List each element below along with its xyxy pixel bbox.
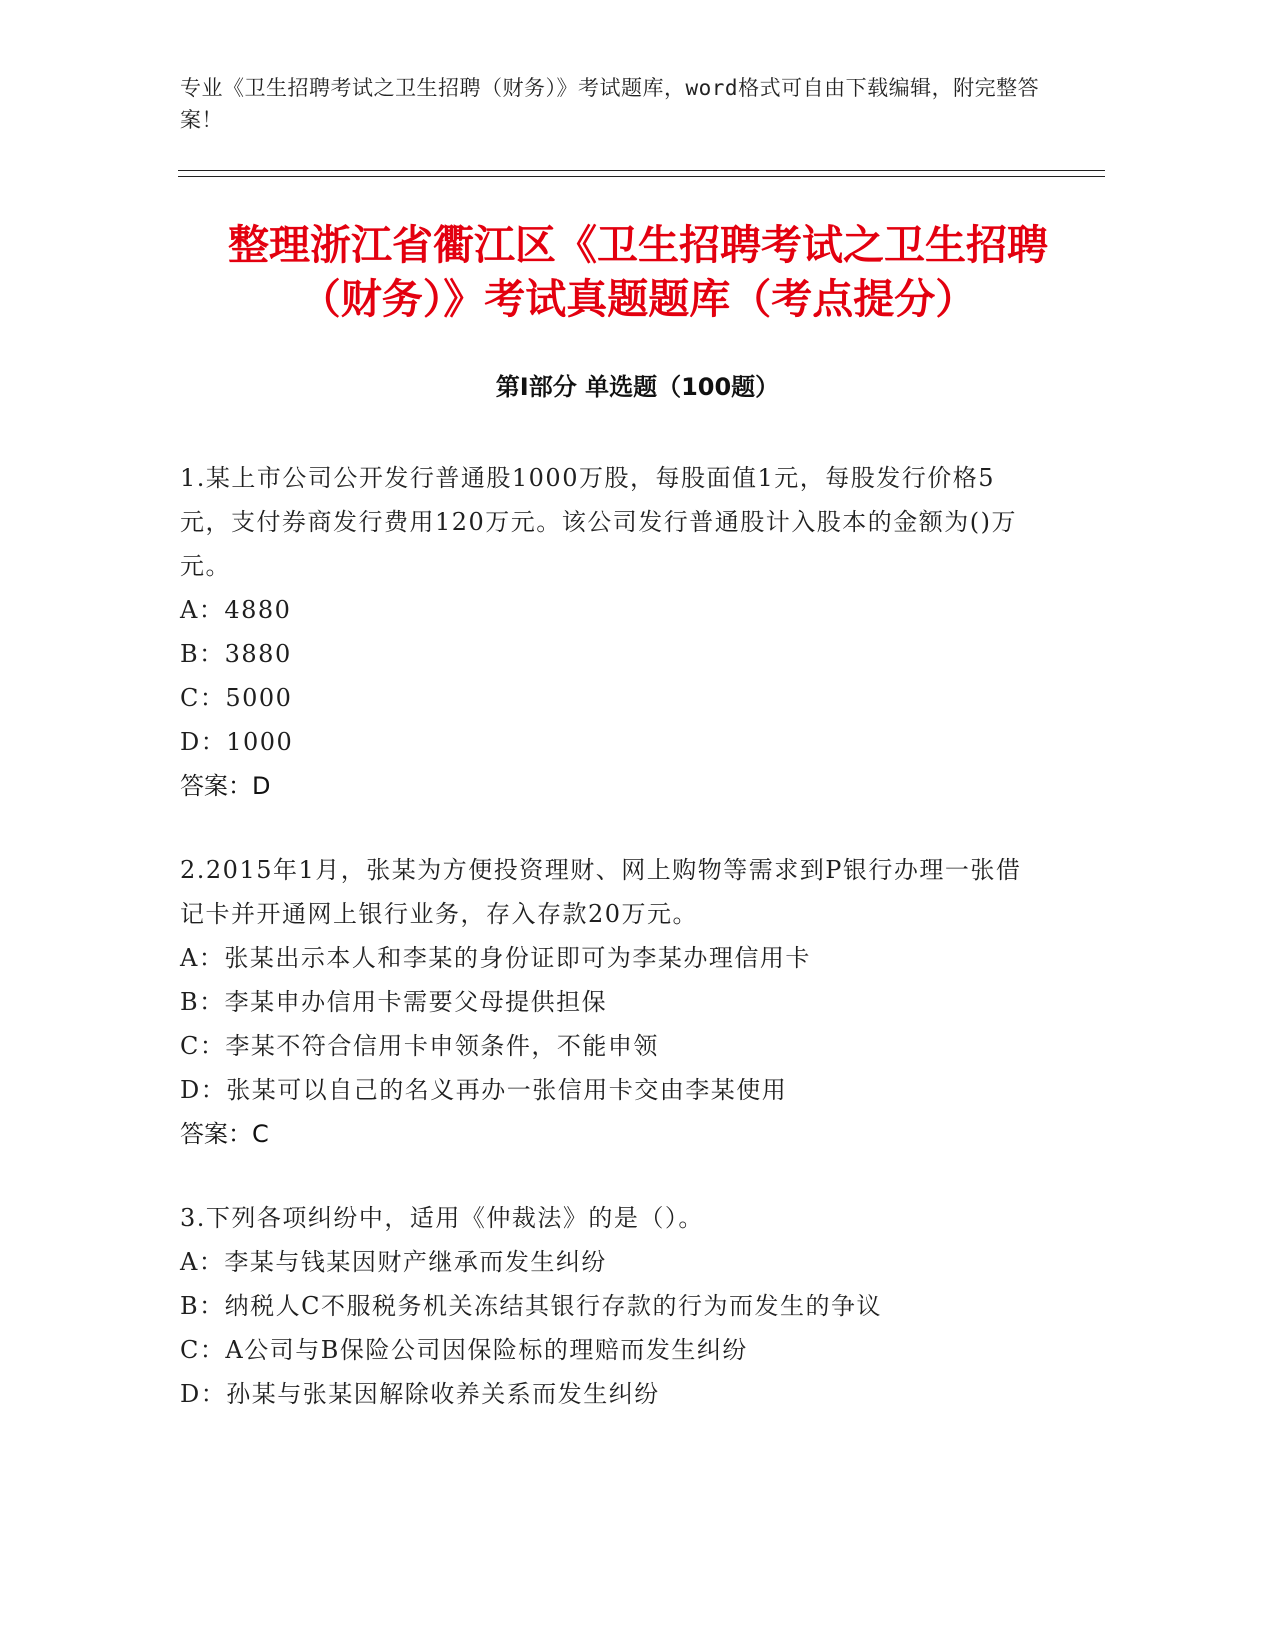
question-stem: 3.下列各项纠纷中，适用《仲裁法》的是（）。	[180, 1204, 704, 1232]
option-b: B：纳税人C不服税务机关冻结其银行存款的行为而发生的争议	[180, 1292, 882, 1320]
option-a: A：张某出示本人和李某的身份证即可为李某办理信用卡	[180, 944, 811, 972]
question-list	[180, 456, 1040, 1456]
question-2	[180, 848, 1040, 1156]
option-c: C：李某不符合信用卡申领条件，不能申领	[180, 1032, 659, 1060]
option-d: D：1000	[180, 728, 294, 756]
question-3	[180, 1196, 1040, 1416]
header-divider-line-second	[178, 176, 1105, 177]
answer-line: 答案：D	[180, 772, 271, 800]
option-d: D：张某可以自己的名义再办一张信用卡交由李某使用	[180, 1076, 788, 1104]
option-a: A：4880	[180, 596, 292, 624]
option-c: C：5000	[180, 684, 293, 712]
option-a: A：李某与钱某因财产继承而发生纠纷	[180, 1248, 607, 1276]
question-stem: 1.某上市公司公开发行普通股1000万股，每股面值1元，每股发行价格5元，支付券商发行费用120万元。该公司发行普通股计入股本的金额为()万元。	[180, 464, 1018, 580]
option-d: D：孙某与张某因解除收养关系而发生纠纷	[180, 1380, 660, 1408]
header-divider-line	[178, 170, 1105, 171]
document-title: 整理浙江省衢江区《卫生招聘考试之卫生招聘（财务）》考试真题题库（考点提分）	[228, 221, 1048, 323]
option-c: C：A公司与B保险公司因保险标的理赔而发生纠纷	[180, 1336, 748, 1364]
question-stem: 2.2015年1月，张某为方便投资理财、网上购物等需求到P银行办理一张借记卡并开通网上银行业务，存入存款20万元。	[180, 856, 1022, 928]
question-1	[180, 456, 1040, 808]
header-note: 专业《卫生招聘考试之卫生招聘（财务）》考试题库，word格式可自由下载编辑，附完整答案！	[180, 76, 1040, 132]
section-heading: 第Ⅰ部分 单选题（100题）	[495, 373, 780, 401]
option-b: B：3880	[180, 640, 292, 668]
option-b: B：李某申办信用卡需要父母提供担保	[180, 988, 608, 1016]
answer-line: 答案：C	[180, 1120, 269, 1148]
